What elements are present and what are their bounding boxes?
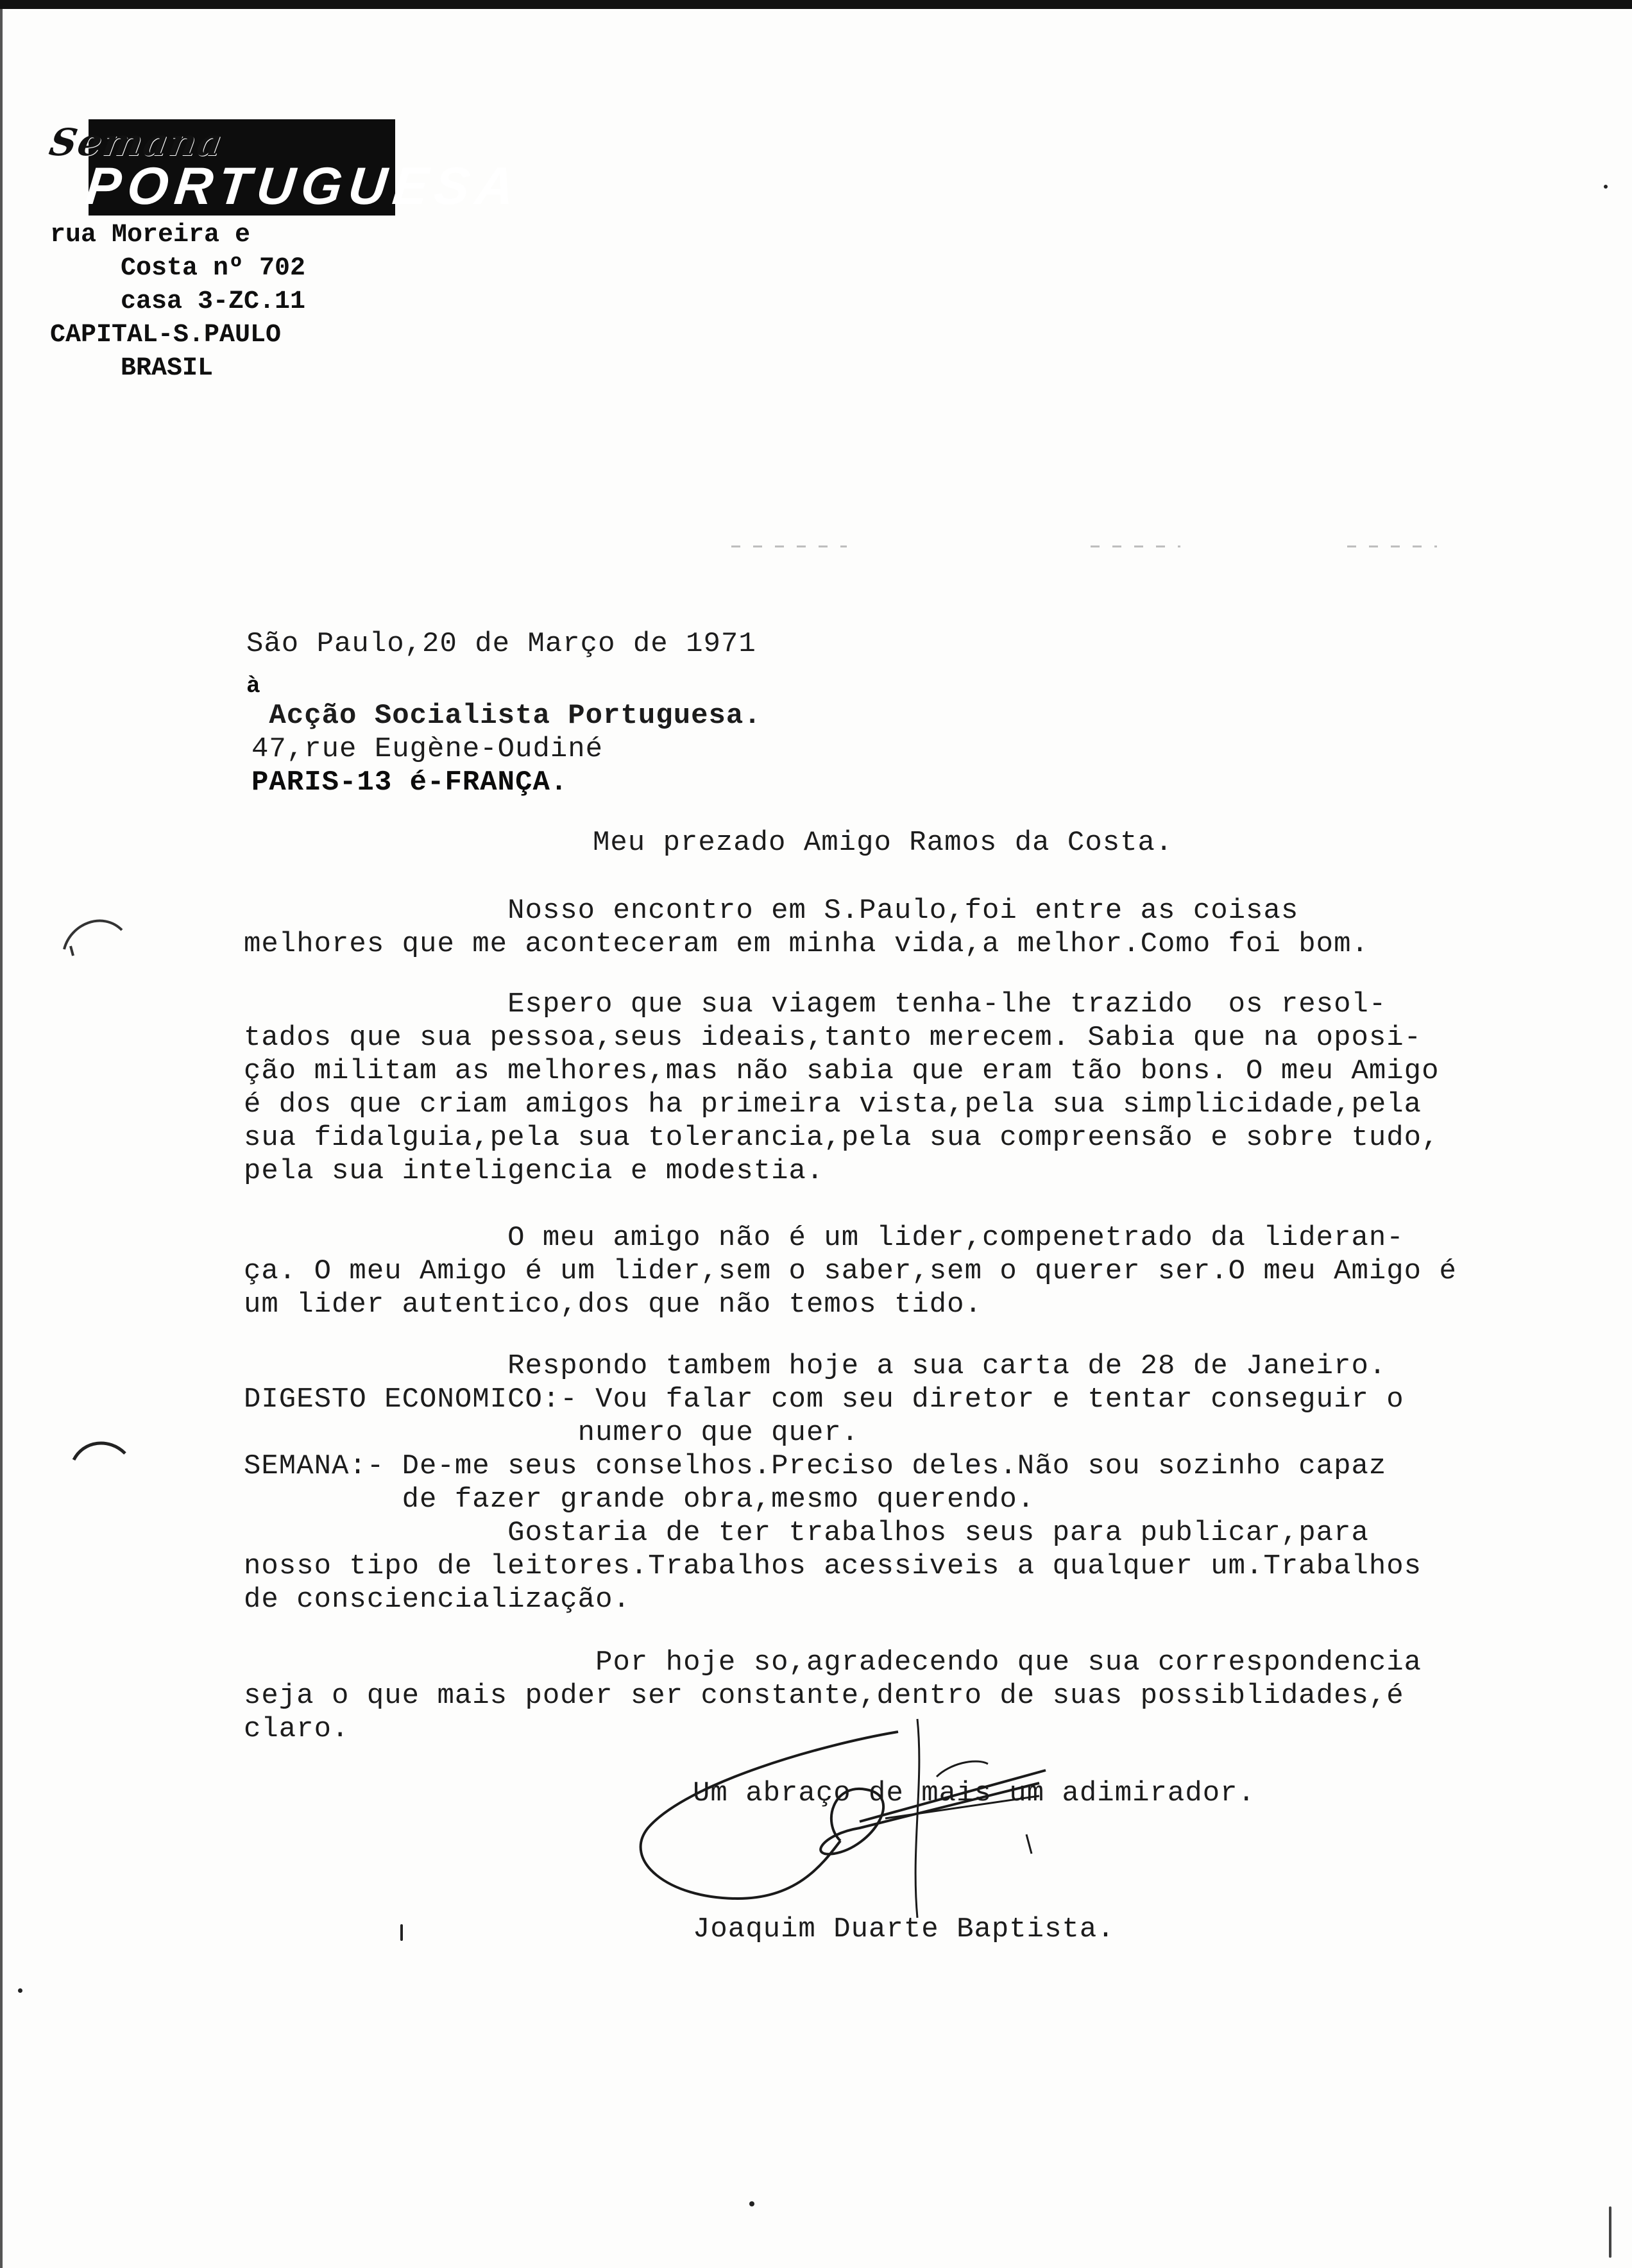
paragraph-line: nosso tipo de leitores.Trabalhos acessiveis a qualquer um.Trabalhos xyxy=(244,1550,1422,1582)
date-a-mark: à xyxy=(246,673,261,699)
paragraph-line: tados que sua pessoa,seus ideais,tanto merecem. Sabia que na oposi- xyxy=(244,1022,1422,1054)
paragraph-line: claro. xyxy=(244,1713,350,1745)
address-line: BRASIL xyxy=(59,354,214,383)
paragraph-line: Por hoje so,agradecendo que sua correspondencia xyxy=(244,1646,1422,1679)
speck xyxy=(1604,185,1608,189)
paragraph-line: Espero que sua viagem tenha-lhe trazido os resol- xyxy=(244,988,1387,1020)
paragraph-line: ção militam as melhores,mas não sabia que eram tão bons. O meu Amigo xyxy=(244,1055,1440,1087)
paragraph-line: numero que quer. xyxy=(244,1417,860,1449)
speck xyxy=(1609,2206,1611,2258)
speck xyxy=(400,1924,403,1941)
paragraph-line: DIGESTO ECONOMICO:- Vou falar com seu diretor e tentar conseguir o xyxy=(244,1384,1404,1416)
paragraph-line: pela sua inteligencia e modestia. xyxy=(244,1155,824,1187)
closing-line: Um abraço de mais um adimirador. xyxy=(693,1777,1255,1809)
paragraph-line: de fazer grande obra,mesmo querendo. xyxy=(244,1484,1035,1516)
letterhead-logo xyxy=(46,119,523,216)
paragraph-line: O meu amigo não é um lider,compenetrado da lideran- xyxy=(244,1222,1404,1254)
paragraph-line: SEMANA:- De-me seus conselhos.Preciso deles.Não sou sozinho capaz xyxy=(244,1450,1387,1482)
logo-small-text: Semana xyxy=(46,121,227,164)
address-line: rua Moreira e xyxy=(50,221,251,250)
paragraph-line: Gostaria de ter trabalhos seus para publicar,para xyxy=(244,1517,1369,1549)
paragraph-line: Respondo tambem hoje a sua carta de 28 de Janeiro. xyxy=(244,1350,1387,1382)
recipient-line: Acção Socialista Portuguesa. xyxy=(251,700,761,732)
address-line: CAPITAL-S.PAULO xyxy=(50,321,282,350)
speck xyxy=(749,2201,754,2206)
paragraph-line: é dos que criam amigos ha primeira vista,pela sua simplicidade,pela xyxy=(244,1088,1422,1121)
signature-name: Joaquim Duarte Baptista. xyxy=(693,1913,1115,1945)
paragraph-line: Nosso encontro em S.Paulo,foi entre as coisas xyxy=(244,895,1299,927)
paragraph-line: ça. O meu Amigo é um lider,sem o saber,sem o querer ser.O meu Amigo é xyxy=(244,1255,1457,1287)
paragraph-line: melhores que me aconteceram em minha vida,a melhor.Como foi bom. xyxy=(244,928,1369,960)
recipient-line: 47,rue Eugène-Oudiné xyxy=(251,733,604,765)
salutation: Meu prezado Amigo Ramos da Costa. xyxy=(593,827,1173,859)
recipient-line: PARIS-13 é-FRANÇA. xyxy=(251,766,568,799)
paragraph-line: um lider autentico,dos que não temos tido. xyxy=(244,1289,982,1321)
punch-hole-mark-bottom xyxy=(71,1434,128,1473)
handwritten-signature xyxy=(629,1706,1078,1937)
left-edge xyxy=(0,9,3,2268)
punch-hole-mark-top xyxy=(58,911,128,969)
faint-rule xyxy=(731,544,1437,550)
top-border xyxy=(0,0,1632,9)
address-line: Costa nº 702 xyxy=(59,254,306,283)
logo-big-text: PORTUGUESA xyxy=(83,157,523,216)
paragraph-line: sua fidalguia,pela sua tolerancia,pela sua compreensão e sobre tudo, xyxy=(244,1122,1440,1154)
paragraph-line: seja o que mais poder ser constante,dentro de suas possiblidades,é xyxy=(244,1680,1404,1712)
date-line: São Paulo,20 de Março de 1971 xyxy=(246,628,756,660)
address-line: casa 3-ZC.11 xyxy=(59,287,306,316)
paragraph-line: de consciencialização. xyxy=(244,1584,631,1616)
speck xyxy=(18,1988,22,1993)
